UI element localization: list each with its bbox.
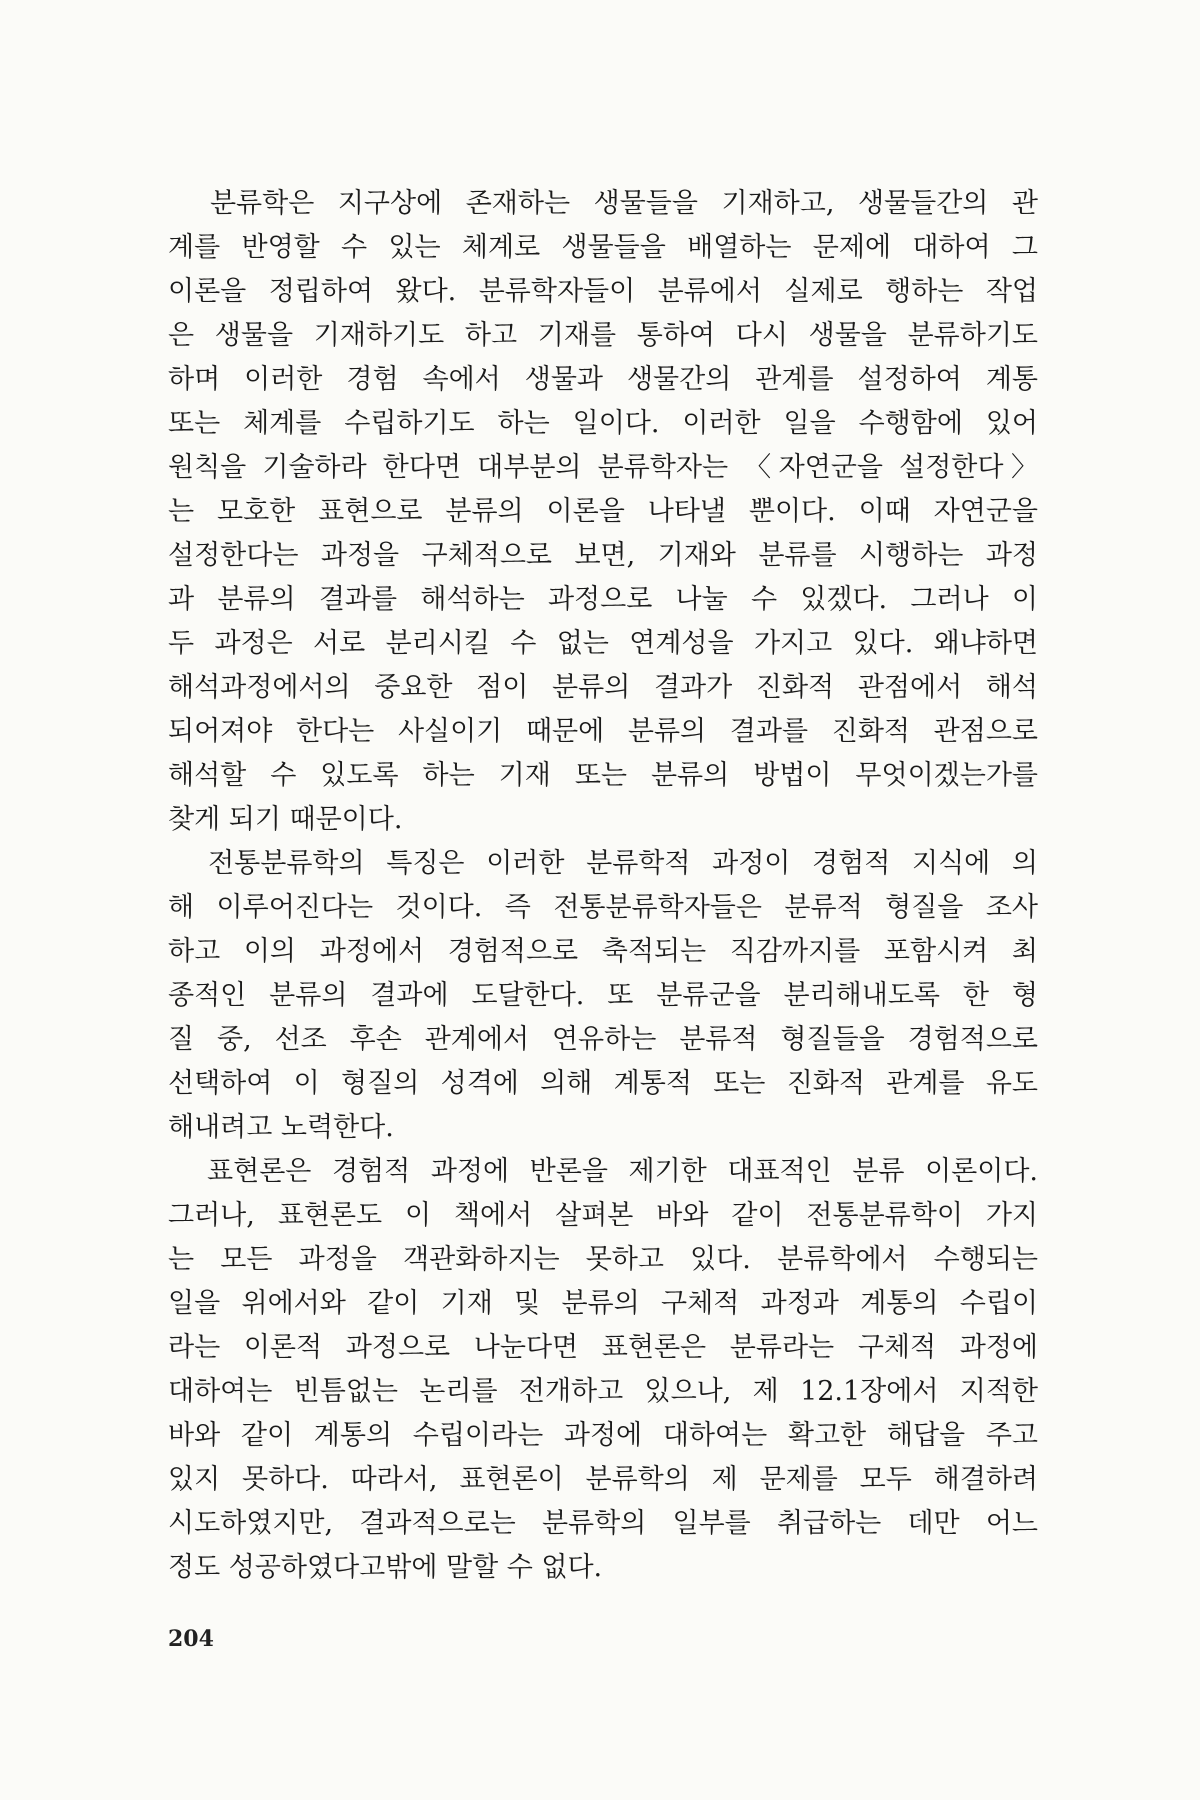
text-line: 설정한다는 과정을 구체적으로 보면, 기재와 분류를 시행하는 과정 [168,540,1038,571]
text-line: 일을 위에서와 같이 기재 및 분류의 구체적 과정과 계통의 수립이 [168,1288,1038,1319]
text-line: 하며 이러한 경험 속에서 생물과 생물간의 관계를 설정하여 계통 [168,364,1038,395]
text-line: 또는 체계를 수립하기도 하는 일이다. 이러한 일을 수행함에 있어 [168,408,1038,439]
text-line: 해내려고 노력한다. [168,1112,394,1143]
text-line: 원칙을 기술하라 한다면 대부분의 분류학자는 〈자연군을 설정한다〉 [168,452,1038,483]
text-line: 두 과정은 서로 분리시킬 수 없는 연계성을 가지고 있다. 왜냐하면 [168,628,1038,659]
text-line: 분류학은 지구상에 존재하는 생물들을 기재하고, 생물들간의 관 [168,188,1038,219]
text-line: 있지 못하다. 따라서, 표현론이 분류학의 제 문제를 모두 해결하려 [168,1464,1038,1495]
text-line: 계를 반영할 수 있는 체계로 생물들을 배열하는 문제에 대하여 그 [168,232,1038,263]
text-line: 종적인 분류의 결과에 도달한다. 또 분류군을 분리해내도록 한 형 [168,980,1038,1011]
text-line: 정도 성공하였다고밖에 말할 수 없다. [168,1552,603,1583]
text-line: 그러나, 표현론도 이 책에서 살펴본 바와 같이 전통분류학이 가지 [168,1200,1038,1231]
text-line: 는 모든 과정을 객관화하지는 못하고 있다. 분류학에서 수행되는 [168,1244,1038,1275]
text-line: 질 중, 선조 후손 관계에서 연유하는 분류적 형질들을 경험적으로 [168,1024,1038,1055]
text-line: 은 생물을 기재하기도 하고 기재를 통하여 다시 생물을 분류하기도 [168,320,1038,351]
text-line: 전통분류학의 특징은 이러한 분류학적 과정이 경험적 지식에 의 [168,848,1038,879]
text-line: 하고 이의 과정에서 경험적으로 축적되는 직감까지를 포함시켜 최 [168,936,1038,967]
text-line: 찾게 되기 때문이다. [168,804,403,835]
text-line: 표현론은 경험적 과정에 반론을 제기한 대표적인 분류 이론이다. [168,1156,1038,1187]
text-line: 되어져야 한다는 사실이기 때문에 분류의 결과를 진화적 관점으로 [168,716,1038,747]
text-line: 해석과정에서의 중요한 점이 분류의 결과가 진화적 관점에서 해석 [168,672,1038,703]
text-line: 과 분류의 결과를 해석하는 과정으로 나눌 수 있겠다. 그러나 이 [168,584,1038,615]
text-line: 시도하였지만, 결과적으로는 분류학의 일부를 취급하는 데만 어느 [168,1508,1038,1539]
text-line: 이론을 정립하여 왔다. 분류학자들이 분류에서 실제로 행하는 작업 [168,276,1038,307]
text-line: 해 이루어진다는 것이다. 즉 전통분류학자들은 분류적 형질을 조사 [168,892,1038,923]
text-line: 선택하여 이 형질의 성격에 의해 계통적 또는 진화적 관계를 유도 [168,1068,1038,1099]
text-line: 대하여는 빈틈없는 논리를 전개하고 있으나, 제 12.1장에서 지적한 [168,1376,1038,1407]
body-text [168,182,1038,1590]
text-line: 해석할 수 있도록 하는 기재 또는 분류의 방법이 무엇이겠는가를 [168,760,1038,791]
page-number: 204 [168,1626,214,1652]
text-line: 바와 같이 계통의 수립이라는 과정에 대하여는 확고한 해답을 주고 [168,1420,1038,1451]
text-line: 는 모호한 표현으로 분류의 이론을 나타낼 뿐이다. 이때 자연군을 [168,496,1038,527]
text-line: 라는 이론적 과정으로 나눈다면 표현론은 분류라는 구체적 과정에 [168,1332,1038,1363]
